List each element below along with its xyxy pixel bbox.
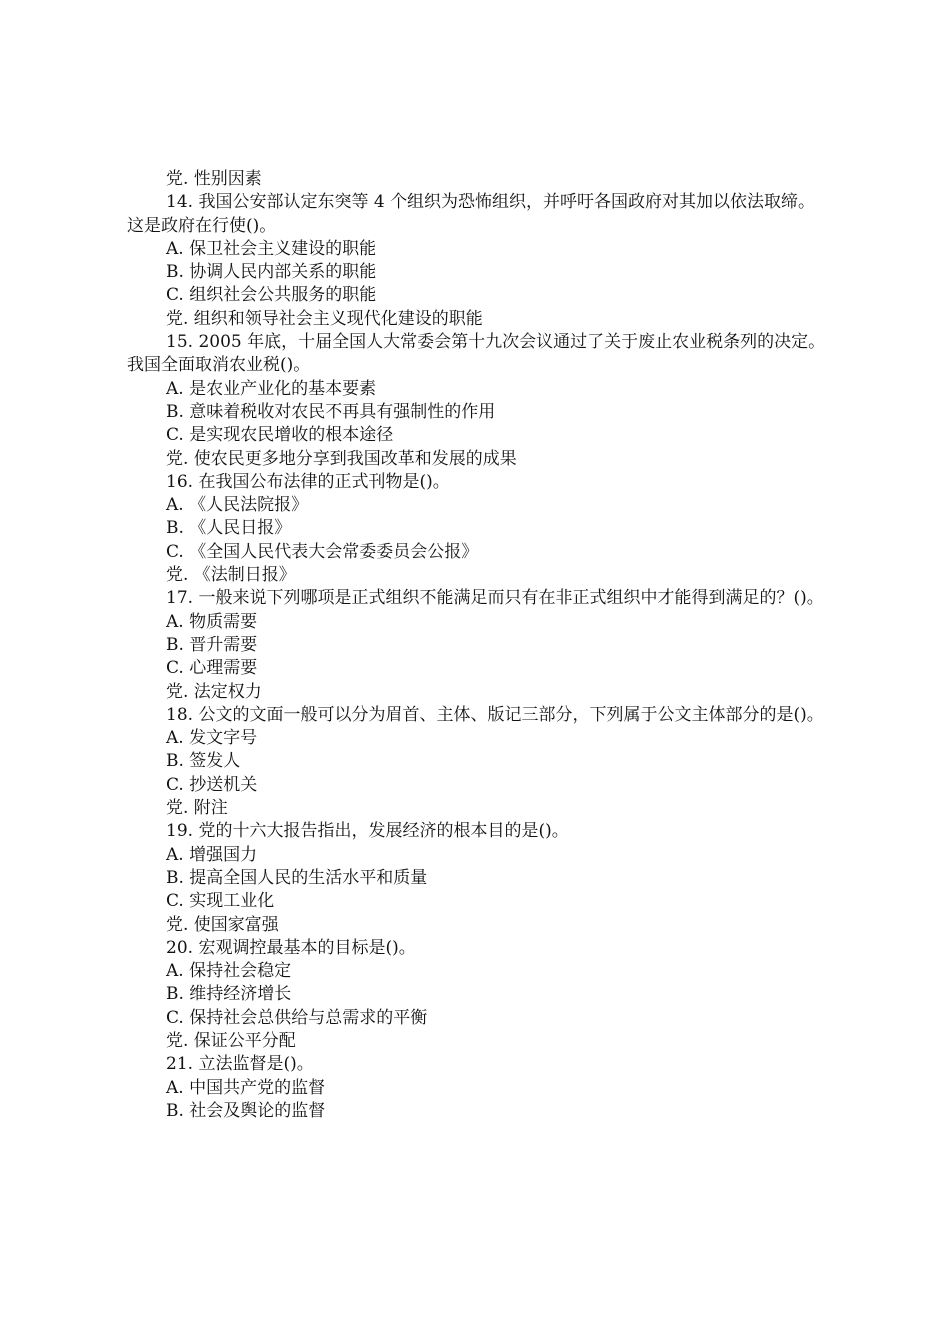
text-line: A. 物质需要 xyxy=(166,611,258,632)
text-line: 党. 性别因素 xyxy=(166,169,262,189)
text-line: 党. 法定权力 xyxy=(166,681,262,702)
text-line: B. 提高全国人民的生活水平和质量 xyxy=(166,867,428,888)
text-line: A. 保卫社会主义建设的职能 xyxy=(166,238,377,259)
text-line: B. 签发人 xyxy=(166,751,241,772)
text-line: B. 晋升需要 xyxy=(166,634,258,655)
text-line: C. 抄送机关 xyxy=(166,774,258,795)
text-line: 20. 宏观调控最基本的目标是()。 xyxy=(166,937,416,958)
text-line: C. 实现工业化 xyxy=(166,891,275,912)
text-line: 16. 在我国公布法律的正式刊物是()。 xyxy=(166,471,450,492)
text-line: A. 保持社会稳定 xyxy=(166,961,292,982)
text-line: A. 是农业产业化的基本要素 xyxy=(166,378,377,399)
text-line: A. 发文字号 xyxy=(166,728,258,749)
text-line: 21. 立法监督是()。 xyxy=(166,1054,314,1075)
text-line: 党. 附注 xyxy=(166,798,228,819)
question-text: 18. 公文的文面一般可以分为眉首、主体、版记三部分，下列属于公文主体部分的是()。 xyxy=(166,704,824,725)
text-line: A. 增强国力 xyxy=(166,844,258,865)
text-line: C. 《全国人民代表大会常委委员会公报》 xyxy=(166,541,479,562)
text-line: 19. 党的十六大报告指出，发展经济的根本目的是()。 xyxy=(166,821,569,842)
text-line: C. 保持社会总供给与总需求的平衡 xyxy=(166,1007,428,1028)
text-line: C. 组织社会公共服务的职能 xyxy=(166,285,377,306)
text-line: B. 意味着税收对农民不再具有强制性的作用 xyxy=(166,401,496,422)
text-line: 党. 保证公平分配 xyxy=(166,1030,296,1051)
text-line: B. 维持经济增长 xyxy=(166,984,292,1005)
text-line: C. 心理需要 xyxy=(166,658,258,679)
text-line: A. 《人民法院报》 xyxy=(166,495,309,516)
text-line: B. 社会及舆论的监督 xyxy=(166,1100,326,1121)
text-line: 党. 《法制日报》 xyxy=(166,565,296,586)
text-line: A. 中国共产党的监督 xyxy=(166,1077,326,1098)
question-text: 17. 一般来说下列哪项是正式组织不能满足而只有在非正式组织中才能得到满足的？()。 xyxy=(166,588,824,609)
text-line: B. 协调人民内部关系的职能 xyxy=(166,262,377,283)
text-line: 党. 使国家富强 xyxy=(166,914,279,935)
question-text: 15. 2005 年底，十届全国人大常委会第十九次会议通过了关于废止农业税条列的决定。我国全面取消农业税()。 xyxy=(127,332,826,376)
text-line: 党. 使农民更多地分享到我国改革和发展的成果 xyxy=(166,448,517,469)
text-line: B. 《人民日报》 xyxy=(166,518,292,539)
question-text: 14. 我国公安部认定东突等 4 个组织为恐怖组织，并呼吁各国政府对其加以依法取缔。这是政府在行使()。 xyxy=(127,192,816,236)
text-line: C. 是实现农民增收的根本途径 xyxy=(166,425,394,446)
text-line: 党. 组织和领导社会主义现代化建设的职能 xyxy=(166,308,483,329)
